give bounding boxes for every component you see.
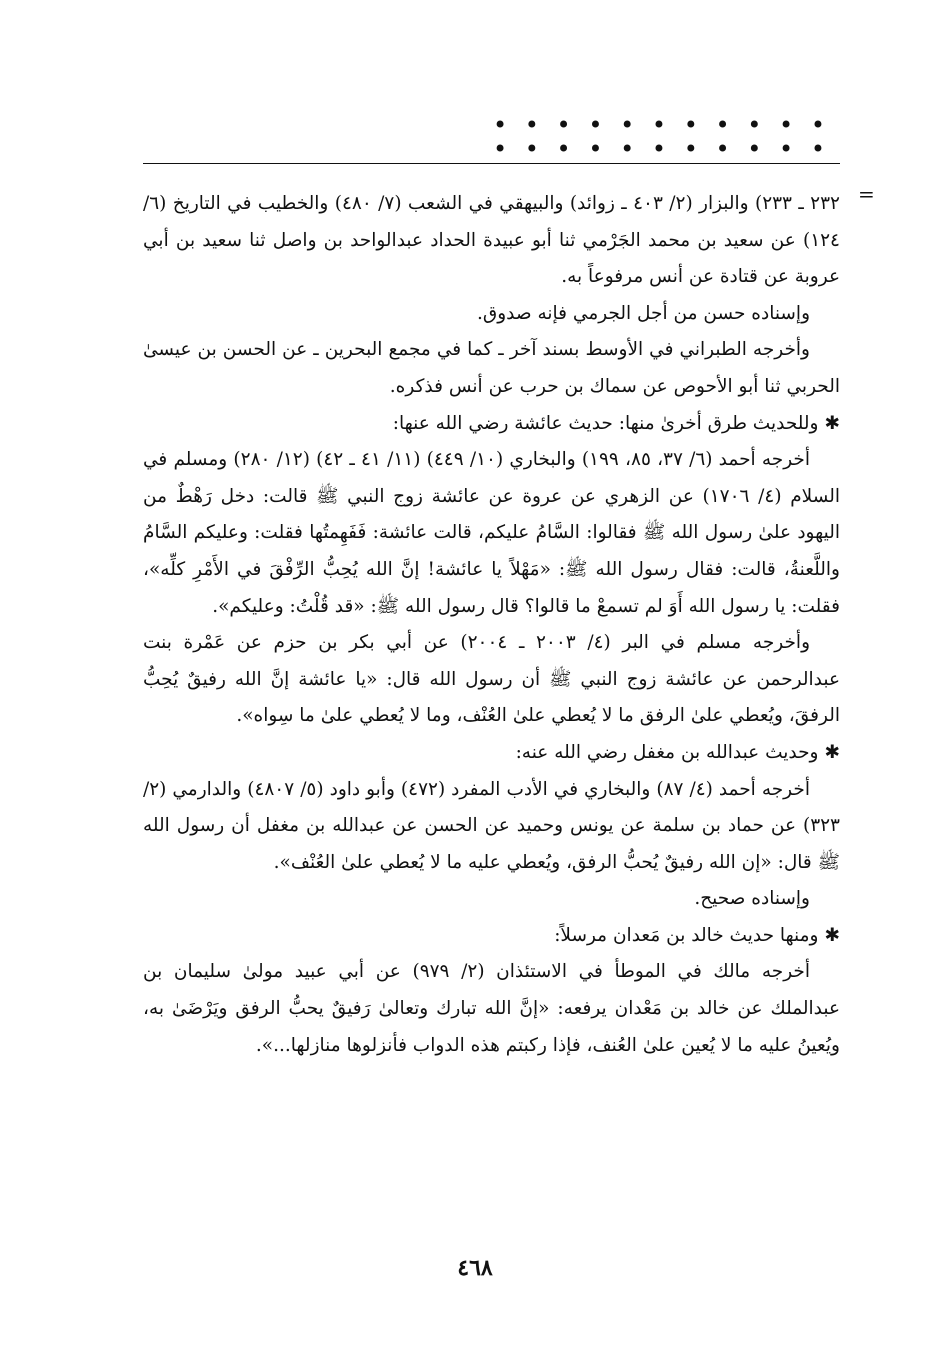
paragraph-10 xyxy=(143,918,840,955)
header-ornament-dots: • • • • • • • • • • • • • • • • • • • • • • xyxy=(492,111,830,163)
paragraph-7-text: وحديث عبدالله بن مغفل رضي الله عنه: xyxy=(515,741,819,763)
asterisk-bullet-icon: ✱ xyxy=(824,412,840,434)
paragraph-8: أخرجه أحمد (٤/ ٨٧) والبخاري في الأدب المفرد (٤٧٢) وأبو داود (٥/ ٤٨٠٧) والدارمي (٢/ ٣٢٣) عن حماد بن سلمة عن يونس وحميد عن الحسن عن عبدالله بن مغفل أن رسول الله ﷺ قال: «إن الله رفيقٌ يُحبُّ الرفق، ويُعطي عليه ما لا يُعطي علىٰ العُنْف». xyxy=(143,778,840,873)
paragraph-4 xyxy=(143,406,840,443)
paragraph-10-text: ومنها حديث خالد بن مَعدان مرسلاً: xyxy=(554,924,819,946)
asterisk-bullet-icon: ✱ xyxy=(824,741,840,763)
page-body xyxy=(143,186,840,1064)
header-rule xyxy=(143,163,840,164)
paragraph-5: أخرجه أحمد (٦/ ٣٧، ٨٥، ١٩٩) والبخاري (١٠/ ٤٤٩) (١١/ ٤١ ـ ٤٢) (١٢/ ٢٨٠) ومسلم في السلام (٤/ ١٧٠٦) عن الزهري عن عروة عن عائشة زوج النبي ﷺ قالت: دخل رَهْطٌ من اليهود علىٰ رسول الله ﷺ فقالوا: السَّامُ عليكم، قالت عائشة: فَفَهِمتُها فقلت: وعليكم السَّامُ واللَّعنةُ، قالت: فقال رسول الله ﷺ: «مَهْلاً يا عائشة! إنَّ الله يُحِبُّ الرِّفْقَ في الأَمْرِ كلِّه»، فقلت: يا رسول الله أَوَ لم تسمعْ ما قالوا؟ قال رسول الله ﷺ: «قد قُلْتُ: وعليكم». xyxy=(143,449,840,617)
paragraph-1: ٢٣٢ ـ ٢٣٣) والبزار (٢/ ٤٠٣ ـ زوائد) والبيهقي في الشعب (٧/ ٤٨٠) والخطيب في التاريخ (٦/ ١٢٤) عن سعيد بن محمد الجَرْمي ثنا أبو عبيدة الحداد عبدالواحد بن واصل ثنا سعيد بن أبي عروبة عن قتادة عن أنس مرفوعاً به. xyxy=(143,193,840,288)
asterisk-bullet-icon: ✱ xyxy=(824,924,840,946)
page-number: ٤٦٨ xyxy=(457,1255,493,1281)
paragraph-3: وأخرجه الطبراني في الأوسط بسند آخر ـ كما في مجمع البحرين ـ عن الحسن بن عيسىٰ الحربي ثنا أبو الأحوص عن سماك بن حرب عن أنس فذكره. xyxy=(143,339,840,397)
paragraph-6: وأخرجه مسلم في البر (٤/ ٢٠٠٣ ـ ٢٠٠٤) عن أبي بكر بن حزم عن عَمْرة بنت عبدالرحمن عن عائشة زوج النبي ﷺ أن رسول الله قال: «يا عائشة إنَّ الله رفيقٌ يُحِبُّ الرفقَ، ويُعطي علىٰ الرفق ما لا يُعطي علىٰ العُنْف، وما لا يُعطي علىٰ ما سِواه». xyxy=(143,632,840,727)
paragraph-2: وإسناده حسن من أجل الجرمي فإنه صدوق. xyxy=(477,302,810,324)
paragraph-9: وإسناده صحيح. xyxy=(694,888,810,910)
paragraph-11: أخرجه مالك في الموطأ في الاستئذان (٢/ ٩٧٩) عن أبي عبيد مولىٰ سليمان بن عبدالملك عن خالد بن مَعْدان يرفعه: «إنَّ الله تبارك وتعالىٰ رَفيقٌ يحبُّ الرفق ويَرْضَىٰ به، ويُعينُ عليه ما لا يُعين علىٰ العُنف، فإذا ركبتم هذه الدواب فأنزلوها منازلها...». xyxy=(143,961,840,1056)
paragraph-4-text: وللحديث طرق أخرىٰ منها: حديث عائشة رضي الله عنها: xyxy=(392,412,819,434)
paragraph-7 xyxy=(143,735,840,772)
margin-continuation-mark: = xyxy=(858,182,875,206)
